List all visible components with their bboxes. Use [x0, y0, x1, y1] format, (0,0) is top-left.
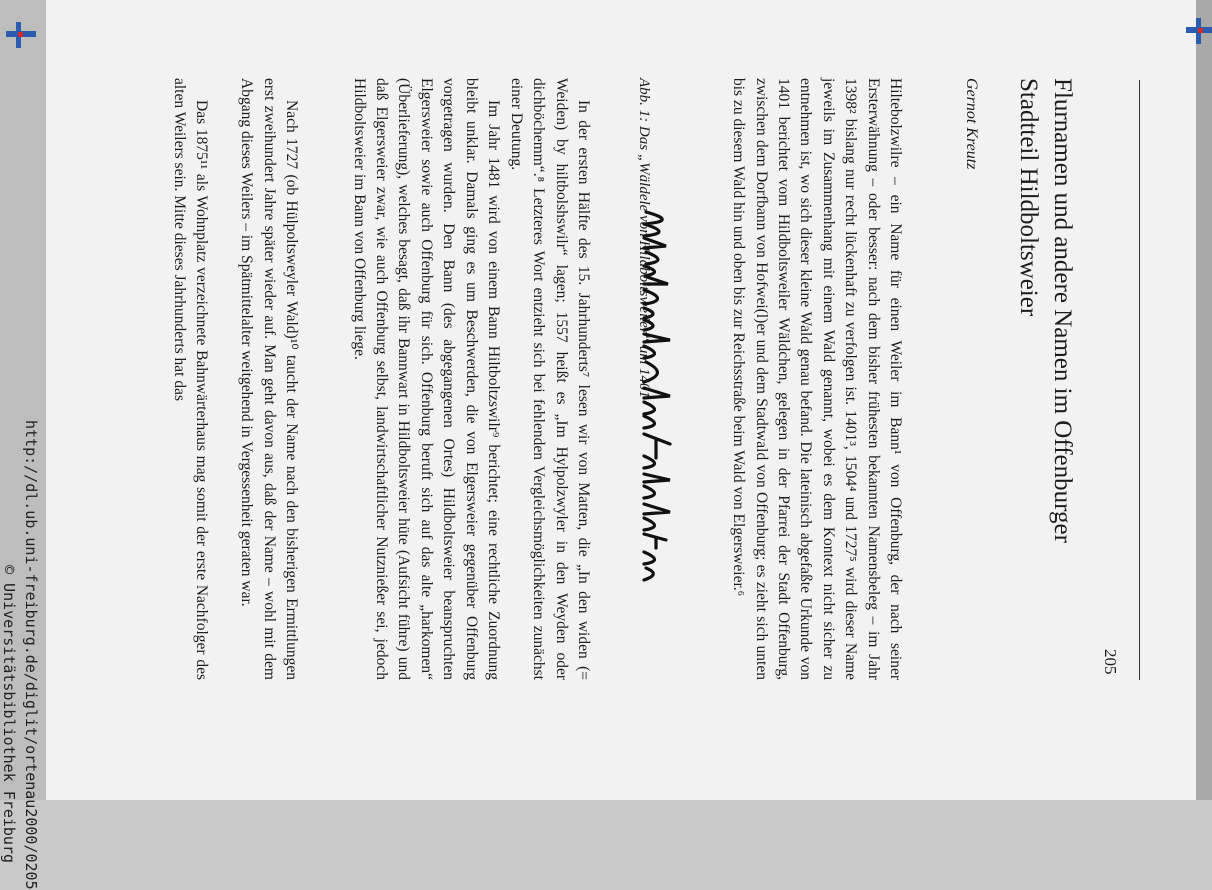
paragraph-1: Hiltebolzwilre – ein Name für einen Weiler im Bann¹ von Offenburg, der nach seiner Ersterwähnung – oder besser: nach dem bisher frühesten bekannten Namensbeleg – im Jahr 1398² bislang nur recht lückenhaft zu verfolgen ist. 1401³, 1504⁴ und 1727⁵ wird dieser Name jeweils im Zusammenhang mit einem Wald genannt, wobei es dem Kontext nicht sicher zu entnehmen ist, wo sich dieser kleine Wald genau befand. Die lateinisch abgefaßte Urkunde von 1401 berichtet vom Hildboltsweiler Wäldchen, gelegen in der Pfarrei der Stadt Offenburg, zwischen dem Dorfbann von Hofwei(l)er und dem Stadtwald von Offenburg; es zieht sich unten bis zu diesem Wald hin und oben bis zur Reichsstraße beim Wald von Elgersweier.⁶	[730, 78, 904, 680]
right-margin	[1196, 0, 1212, 800]
page-number: 205	[1101, 649, 1120, 675]
title-line-2: Stadtteil Hildboltsweier	[1015, 78, 1042, 317]
copyright-line: © Universitätsbibliothek Freiburg	[0, 565, 18, 864]
figure-caption: Abb. 1: Das „Wäldele von Hildboltsweiler“ um 1401	[636, 78, 652, 398]
library-logo-icon	[1186, 18, 1206, 38]
paragraph-4: Nach 1727 (ob Hülpoltsweyler Wald)¹⁰ taucht der Name nach den bisherigen Ermittlungen erst zweihundert Jahre später wieder auf. Man geht davon aus, daß der Name – wohl mit dem Abgang dieses Weilers – im Spätmittelalter weitgehend in Vergessenheit geraten war.	[238, 78, 300, 680]
library-logo-icon	[6, 22, 26, 42]
document-page	[46, 0, 1196, 800]
source-url[interactable]: http://dl.ub.uni-freiburg.de/diglit/ortenau2000/0205	[22, 420, 40, 890]
paragraph-2: In der ersten Hälfte des 15. Jahrhunderts⁷ lesen wir von Matten, die „In den widen (= Weiden) by hiltbolshswilr“ lagen; 1557 heißt es „Im Hylpolzwyler in den Weyden oder dichböchemm“.⁸ Letzteres Wort entzieht sich bei fehlenden Vergleichsmöglichkeiten zunächst einer Deutung.	[507, 78, 592, 680]
title-line-1: Flurnamen und andere Namen im Offenburger	[1049, 78, 1076, 543]
paragraph-3: Im Jahr 1481 wird von einem Bann Hiltboltzswilr⁹ berichtet; eine rechtliche Zuordnung bleibt unklar. Damals ging es um Beschwerden, die von Elgersweier gegenüber Offenburg vorgetragen wurden. Den Bann (des abgegangenen Ortes) Hildboltsweier beanspruchten Elgersweier sowie auch Offenburg für sich. Offenburg beruft sich auf das alte „harkomen“ (Überlieferung), welches besagt, daß ihr Bannwart in Hildboltsweier hüte (Aufsicht führe) und daß Elgersweier zwar, wie auch Offenburg selbst, landwirtschaftlicher Nutznießer sei, jedoch Hildboltsweier im Bann von Offenburg liege.	[350, 78, 502, 680]
author: Gernot Kreutz	[963, 78, 980, 170]
header-rule	[1139, 80, 1140, 680]
paragraph-5: Das 1875¹¹ als Wohnplatz verzeichnete Bahnwärterhaus mag somit der erste Nachfolger des alten Weilers sein. Mitte dieses Jahrhunderts hat das	[170, 78, 210, 680]
